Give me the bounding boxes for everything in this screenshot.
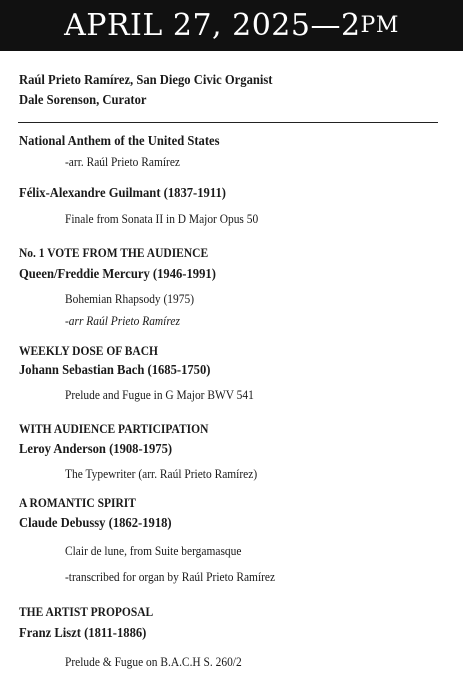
debussy-arranger: -transcribed for organ by Raúl Prieto Ramírez — [65, 569, 276, 584]
date-banner — [0, 0, 463, 51]
bach-heading: WEEKLY DOSE OF BACH — [19, 344, 158, 358]
guilmant-work: Finale from Sonata II in D Major Opus 50 — [65, 211, 259, 226]
banner-date: APRIL 27, 2025—2 — [64, 8, 361, 43]
banner-time-suffix: PM — [360, 13, 399, 38]
romantic-heading: A ROMANTIC SPIRIT — [19, 496, 136, 510]
divider — [18, 122, 438, 123]
queen-composer: Queen/Freddie Mercury (1946-1991) — [19, 267, 216, 282]
participation-heading: WITH AUDIENCE PARTICIPATION — [19, 422, 209, 436]
guilmant-composer: Félix-Alexandre Guilmant (1837-1911) — [19, 186, 226, 201]
organist-credit: Raúl Prieto Ramírez, San Diego Civic Organist — [19, 73, 273, 88]
liszt-composer: Franz Liszt (1811-1886) — [19, 626, 147, 641]
curator-credit: Dale Sorenson, Curator — [19, 93, 147, 108]
anderson-work: The Typewriter (arr. Raúl Prieto Ramírez) — [65, 466, 258, 481]
vote-heading: No. 1 VOTE FROM THE AUDIENCE — [19, 246, 209, 260]
debussy-work: Clair de lune, from Suite bergamasque — [65, 543, 242, 558]
bach-composer: Johann Sebastian Bach (1685-1750) — [19, 363, 211, 378]
anderson-composer: Leroy Anderson (1908-1975) — [19, 442, 173, 457]
debussy-composer: Claude Debussy (1862-1918) — [19, 516, 172, 531]
liszt-work: Prelude & Fugue on B.A.C.H S. 260/2 — [65, 654, 242, 669]
anthem-title: National Anthem of the United States — [19, 134, 220, 149]
bach-work: Prelude and Fugue in G Major BWV 541 — [65, 387, 254, 402]
queen-arranger: -arr Raúl Prieto Ramírez — [65, 313, 180, 328]
queen-work: Bohemian Rhapsody (1975) — [65, 291, 195, 306]
anthem-arranger: -arr. Raúl Prieto Ramírez — [65, 154, 181, 169]
artist-heading: THE ARTIST PROPOSAL — [19, 605, 154, 619]
